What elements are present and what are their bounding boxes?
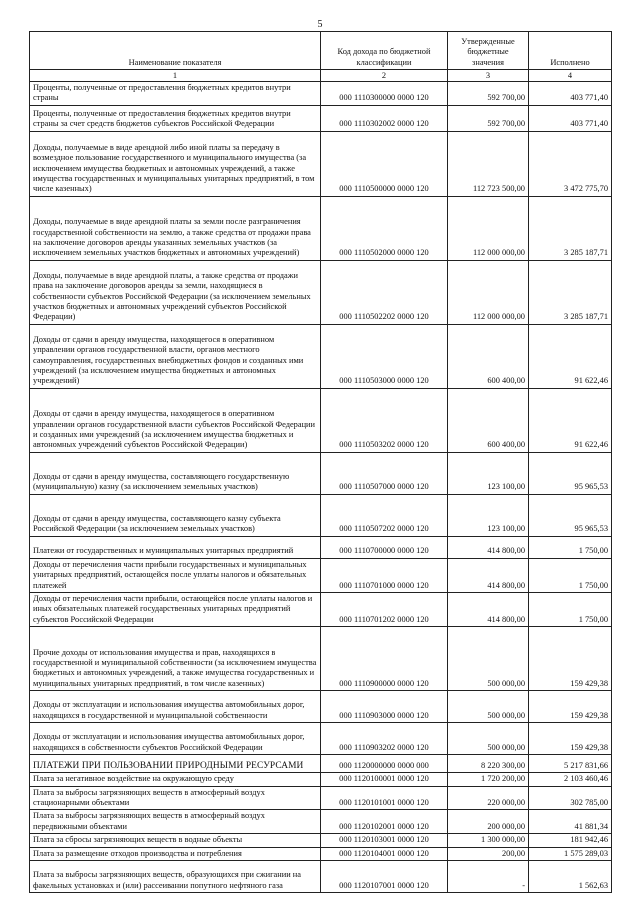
table-row bbox=[30, 558, 612, 592]
row-code: 000 1110903000 0000 120 bbox=[321, 691, 448, 723]
row-executed: 403 771,40 bbox=[529, 105, 612, 131]
row-code: 000 1110300000 0000 120 bbox=[321, 82, 448, 106]
row-name: Доходы, получаемые в виде арендной платы за земли после разграничения государственной собственности на землю, а также средства от продажи права на заключение договоров аренды указанных земельных участков (за исключением земельных участков бюджетных и автономных учреждений) bbox=[30, 196, 321, 260]
row-approved: 592 700,00 bbox=[448, 82, 529, 106]
column-number-row bbox=[30, 70, 612, 82]
row-executed: 91 622,46 bbox=[529, 388, 612, 452]
table-row bbox=[30, 131, 612, 196]
row-code: 000 1110503202 0000 120 bbox=[321, 388, 448, 452]
row-name: Доходы от перечисления части прибыли государственных и муниципальных унитарных предприятий, остающейся после уплаты налогов и обязательных платежей bbox=[30, 558, 321, 592]
row-approved: 600 400,00 bbox=[448, 388, 529, 452]
table-row bbox=[30, 536, 612, 558]
table-row bbox=[30, 773, 612, 786]
row-executed: 159 429,38 bbox=[529, 723, 612, 755]
row-code: 000 1110302002 0000 120 bbox=[321, 105, 448, 131]
row-name: Доходы от сдачи в аренду имущества, находящегося в оперативном управлении органов государственной власти, органов местного самоуправления, государственных внебюджетных фондов и созданных ими учреждений (за исключением имущества бюджетных и автономных учреждений) bbox=[30, 324, 321, 388]
row-approved: 123 100,00 bbox=[448, 494, 529, 536]
row-name: Плата за выбросы загрязняющих веществ, образующихся при сжигании на факельных установках и (или) рассеивании попутного нефтяного газа bbox=[30, 861, 321, 893]
row-name: ПЛАТЕЖИ ПРИ ПОЛЬЗОВАНИИ ПРИРОДНЫМИ РЕСУРСАМИ bbox=[30, 755, 321, 773]
row-code: 000 1110700000 0000 120 bbox=[321, 536, 448, 558]
row-approved: - bbox=[448, 861, 529, 893]
header-name: Наименование показателя bbox=[30, 32, 321, 70]
row-executed: 1 750,00 bbox=[529, 536, 612, 558]
row-code: 000 1120107001 0000 120 bbox=[321, 861, 448, 893]
row-name: Плата за негативное воздействие на окружающую среду bbox=[30, 773, 321, 786]
column-number: 2 bbox=[321, 70, 448, 82]
table-row bbox=[30, 452, 612, 494]
row-name: Прочие доходы от использования имущества и прав, находящихся в государственной и муниципальной собственности (за исключением имущества бюджетных и автономных учреждений, а также имущества государственных и муниципальных унитарных предприятий, в том числе казенных) bbox=[30, 627, 321, 691]
row-code: 000 1110701202 0000 120 bbox=[321, 593, 448, 627]
header-code: Код дохода по бюджетной классификации bbox=[321, 32, 448, 70]
row-approved: 112 723 500,00 bbox=[448, 131, 529, 196]
row-name: Доходы от эксплуатации и использования имущества автомобильных дорог, находящихся в собственности субъектов Российской Федерации bbox=[30, 723, 321, 755]
row-approved: 123 100,00 bbox=[448, 452, 529, 494]
row-name: Доходы от сдачи в аренду имущества, составляющего государственную (муниципальную) казну (за исключением земельных участков) bbox=[30, 452, 321, 494]
row-approved: 592 700,00 bbox=[448, 105, 529, 131]
row-approved: 112 000 000,00 bbox=[448, 196, 529, 260]
table-row bbox=[30, 82, 612, 106]
revenue-table bbox=[29, 31, 612, 893]
row-name: Плата за сбросы загрязняющих веществ в водные объекты bbox=[30, 834, 321, 847]
row-approved: 500 000,00 bbox=[448, 691, 529, 723]
row-approved: 1 300 000,00 bbox=[448, 834, 529, 847]
row-approved: 500 000,00 bbox=[448, 723, 529, 755]
table-row bbox=[30, 834, 612, 847]
row-code: 000 1110500000 0000 120 bbox=[321, 131, 448, 196]
row-code: 000 1120104001 0000 120 bbox=[321, 847, 448, 860]
row-code: 000 1110503000 0000 120 bbox=[321, 324, 448, 388]
row-executed: 95 965,53 bbox=[529, 452, 612, 494]
row-name: Проценты, полученные от предоставления бюджетных кредитов внутри страны за счет средств бюджетов субъектов Российской Федерации bbox=[30, 105, 321, 131]
row-name: Проценты, полученные от предоставления бюджетных кредитов внутри страны bbox=[30, 82, 321, 106]
row-code: 000 1110502000 0000 120 bbox=[321, 196, 448, 260]
table-header-row bbox=[30, 32, 612, 70]
row-executed: 159 429,38 bbox=[529, 627, 612, 691]
table-row bbox=[30, 388, 612, 452]
table-row bbox=[30, 105, 612, 131]
row-code: 000 1110507000 0000 120 bbox=[321, 452, 448, 494]
row-executed: 3 285 187,71 bbox=[529, 196, 612, 260]
row-executed: 1 575 289,03 bbox=[529, 847, 612, 860]
table-row bbox=[30, 723, 612, 755]
row-approved: 112 000 000,00 bbox=[448, 260, 529, 324]
row-executed: 3 285 187,71 bbox=[529, 260, 612, 324]
header-approved: Утвержденные бюджетные значения bbox=[448, 32, 529, 70]
row-approved: 8 220 300,00 bbox=[448, 755, 529, 773]
row-executed: 1 750,00 bbox=[529, 558, 612, 592]
column-number: 4 bbox=[529, 70, 612, 82]
row-executed: 5 217 831,66 bbox=[529, 755, 612, 773]
row-code: 000 1120102001 0000 120 bbox=[321, 810, 448, 834]
table-row bbox=[30, 810, 612, 834]
table-row bbox=[30, 593, 612, 627]
row-code: 000 1120000000 0000 000 bbox=[321, 755, 448, 773]
row-code: 000 1120103001 0000 120 bbox=[321, 834, 448, 847]
column-number: 1 bbox=[30, 70, 321, 82]
row-approved: 500 000,00 bbox=[448, 627, 529, 691]
row-name: Доходы от эксплуатации и использования имущества автомобильных дорог, находящихся в государственной и муниципальной собственности bbox=[30, 691, 321, 723]
row-name: Доходы, получаемые в виде арендной либо иной платы за передачу в возмездное пользование государственного и муниципального имущества (за исключением имущества бюджетных и автономных учреждений, а также имущества государственных и муниципальных унитарных предприятий, в том числе казенных) bbox=[30, 131, 321, 196]
row-approved: 414 800,00 bbox=[448, 536, 529, 558]
row-code: 000 1110502202 0000 120 bbox=[321, 260, 448, 324]
row-executed: 95 965,53 bbox=[529, 494, 612, 536]
table-row bbox=[30, 627, 612, 691]
row-name: Доходы от перечисления части прибыли, остающейся после уплаты налогов и иных обязательных платежей государственных унитарных предприятий субъектов Российской Федерации bbox=[30, 593, 321, 627]
row-approved: 200,00 bbox=[448, 847, 529, 860]
row-approved: 414 800,00 bbox=[448, 593, 529, 627]
row-name: Плата за выбросы загрязняющих веществ в атмосферный воздух стационарными объектами bbox=[30, 786, 321, 810]
table-row bbox=[30, 847, 612, 860]
row-executed: 403 771,40 bbox=[529, 82, 612, 106]
table-row bbox=[30, 691, 612, 723]
row-name: Платежи от государственных и муниципальных унитарных предприятий bbox=[30, 536, 321, 558]
table-row bbox=[30, 786, 612, 810]
row-executed: 3 472 775,70 bbox=[529, 131, 612, 196]
row-code: 000 1110900000 0000 120 bbox=[321, 627, 448, 691]
row-executed: 41 881,34 bbox=[529, 810, 612, 834]
row-executed: 302 785,00 bbox=[529, 786, 612, 810]
row-executed: 1 562,63 bbox=[529, 861, 612, 893]
page-number: 5 bbox=[317, 19, 323, 30]
row-code: 000 1120101001 0000 120 bbox=[321, 786, 448, 810]
row-code: 000 1110903202 0000 120 bbox=[321, 723, 448, 755]
header-executed: Исполнено bbox=[529, 32, 612, 70]
table-row bbox=[30, 755, 612, 773]
row-approved: 200 000,00 bbox=[448, 810, 529, 834]
row-name: Доходы, получаемые в виде арендной платы, а также средства от продажи права на заключение договоров аренды за земли, находящиеся в собственности субъектов Российской Федерации (за исключением земельных участков бюджетных и автономных учреждений субъектов Российской Федерации) bbox=[30, 260, 321, 324]
row-code: 000 1110701000 0000 120 bbox=[321, 558, 448, 592]
table-row bbox=[30, 494, 612, 536]
row-approved: 220 000,00 bbox=[448, 786, 529, 810]
table-row bbox=[30, 260, 612, 324]
row-code: 000 1110507202 0000 120 bbox=[321, 494, 448, 536]
table-row bbox=[30, 196, 612, 260]
row-executed: 159 429,38 bbox=[529, 691, 612, 723]
column-number: 3 bbox=[448, 70, 529, 82]
row-name: Доходы от сдачи в аренду имущества, составляющего казну субъекта Российской Федерации (за исключением земельных участков) bbox=[30, 494, 321, 536]
row-executed: 91 622,46 bbox=[529, 324, 612, 388]
row-approved: 414 800,00 bbox=[448, 558, 529, 592]
row-name: Плата за выбросы загрязняющих веществ в атмосферный воздух передвижными объектами bbox=[30, 810, 321, 834]
row-name: Доходы от сдачи в аренду имущества, находящегося в оперативном управлении органов государственной власти субъектов Российской Федерации и созданных ими учреждений (за исключением имущества бюджетных и автономных учреждений субъектов Российской Федерации) bbox=[30, 388, 321, 452]
table-row bbox=[30, 861, 612, 893]
row-approved: 1 720 200,00 bbox=[448, 773, 529, 786]
row-code: 000 1120100001 0000 120 bbox=[321, 773, 448, 786]
table-row bbox=[30, 324, 612, 388]
row-approved: 600 400,00 bbox=[448, 324, 529, 388]
row-name: Плата за размещение отходов производства и потребления bbox=[30, 847, 321, 860]
row-executed: 181 942,46 bbox=[529, 834, 612, 847]
row-executed: 1 750,00 bbox=[529, 593, 612, 627]
row-executed: 2 103 460,46 bbox=[529, 773, 612, 786]
